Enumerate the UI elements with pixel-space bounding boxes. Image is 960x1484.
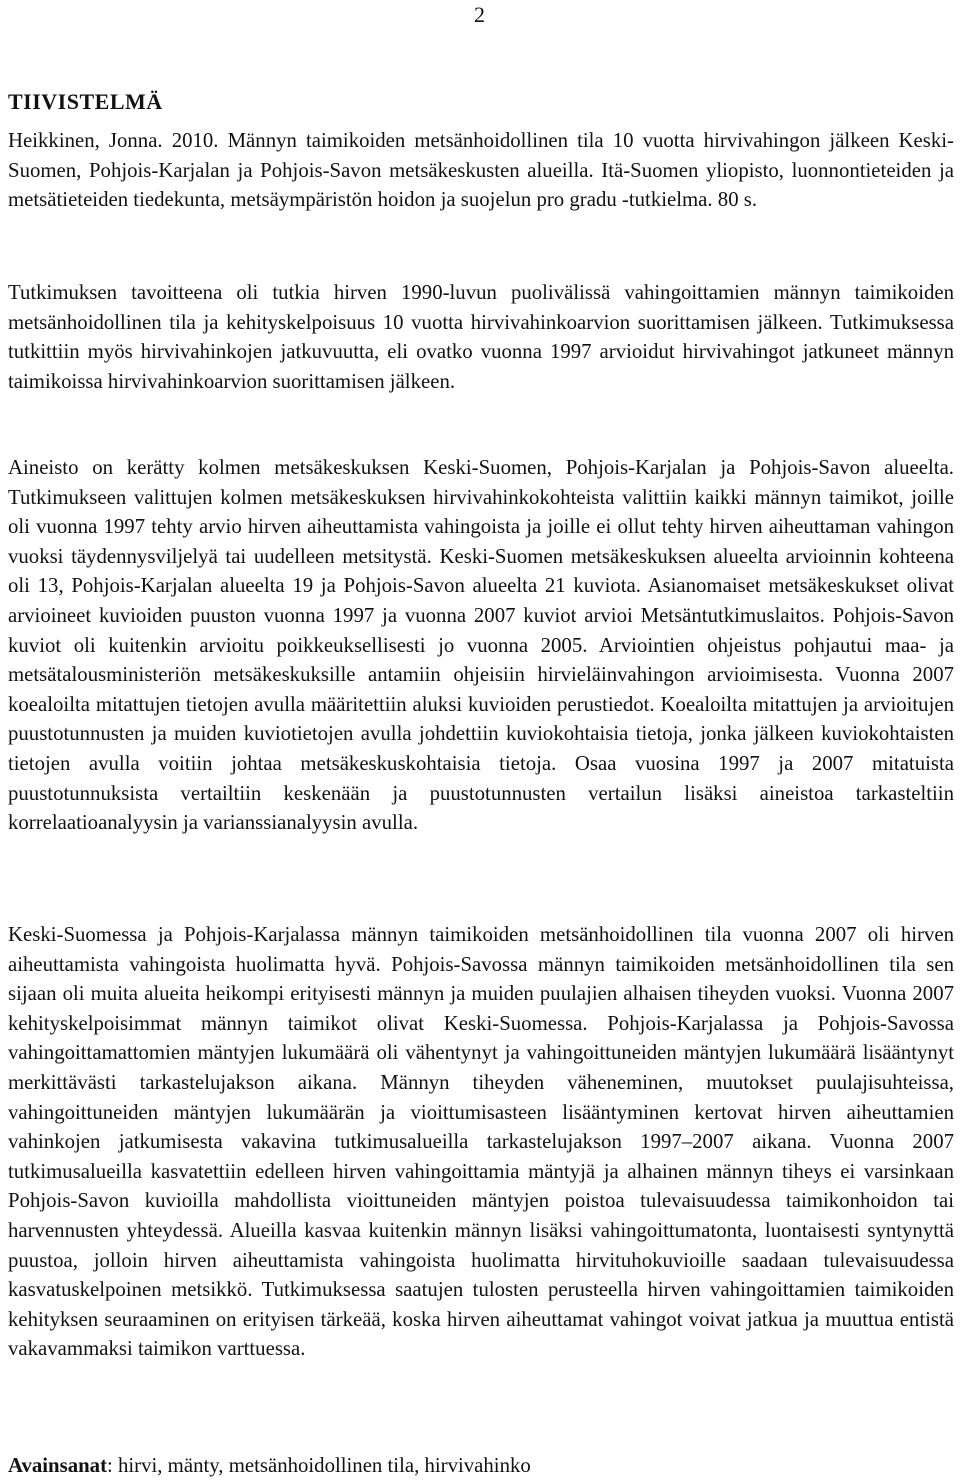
methods-paragraph: Aineisto on kerätty kolmen metsäkeskuksen Keski-Suomen, Pohjois-Karjalan ja Pohjois-Savon alueelta. Tutkimukseen valittujen kolmen metsäkeskuksen hirvivahinkokohteista valittiin kaikki männyn taimikot, joille oli vuonna 1997 tehty arvio hirven aiheuttamista vahingoista ja joille ei ollut tehty hirven aiheuttaman vahingon vuoksi täydennysviljelyä tai uudelleen metsitystä. Keski-Suomen metsäkeskuksen alueelta arvioinnin kohteena oli 13, Pohjois-Karjalan alueelta 19 ja Pohjois-Savon alueelta 21 kuviota. Asianomaiset metsäkeskukset olivat arvioineet kuvioiden puuston vuonna 1997 ja vuonna 2007 kuviot arvioi Metsäntutkimuslaitos. Pohjois-Savon kuviot oli kuitenkin arvioitu poikkeuksellisesti jo vuonna 2005. Arviointien ohjeistus pohjautui maa- ja metsätalousministeriön metsäkeskuksille antamiin ohjeisiin hirvieläinvahingon arvioimisesta. Vuonna 2007 koealoilta mitattujen tietojen avulla määritettiin aluksi kuvioiden perustiedot. Koealoilta mitattujen ja arvioitujen puustotunnusten ja muiden kuviotietojen avulla johdettiin kuviokohtaisia tietoja, jonka jälkeen kuviokohtaisten tietojen avulla voitiin johtaa metsäkeskuskohtaisia tietoja. Osaa vuosina 1997 ja 2007 mitatuista puustotunnuksista vertailtiin keskenään ja puustotunnusten vertailun lisäksi aineistoa tarkasteltiin korrelaatioanalyysin ja varianssianalyysin avulla. (8, 456, 954, 835)
keywords-label: Avainsanat (8, 1454, 107, 1477)
keywords-values: hirvi, mänty, metsänhoidollinen tila, hirvivahinko (117, 1454, 531, 1477)
page-number: 2 (474, 2, 485, 27)
keywords-line (8, 1453, 531, 1479)
results-paragraph: Keski-Suomessa ja Pohjois-Karjalassa männyn taimikoiden metsänhoidollinen tila vuonna 2007 oli hirven aiheuttamista vahingoista huolimatta hyvä. Pohjois-Savossa männyn taimikoiden metsänhoidollinen tila sen sijaan oli muita alueita heikompi erityisesti männyn ja muiden puulajien alhaisen tiheyden vuoksi. Vuonna 2007 kehityskelpoisimmat männyn taimikot olivat Keski-Suomessa. Pohjois-Karjalassa ja Pohjois-Savossa vahingoittamattomien mäntyjen lukumäärä oli vähentynyt ja vahingoittuneiden mäntyjen lukumäärä lisääntynyt merkittävästi tarkastelujakson aikana. Männyn tiheyden väheneminen, muutokset puulajisuhteissa, vahingoittuneiden mäntyjen lukumäärän ja vioittumisasteen lisääntyminen kertovat hirven aiheuttamien vahinkojen jatkumisesta vakavina tutkimusalueilla tarkastelujakson 1997–2007 aikana. Vuonna 2007 tutkimusalueilla kasvatettiin edelleen hirven vahingoittamia mäntyjä ja alhainen männyn tiheys ei varsinkaan Pohjois-Savon kuvioilla mahdollista vioittuneiden mäntyjen poistoa tulevaisuudessa taimikonhoidon tai harvennusten yhteydessä. Alueilla kasvaa kuitenkin männyn lisäksi vahingoittumatonta, luontaisesti syntynyttä puustoa, jolloin hirven aiheuttamista vahingoista huolimatta hirvituhokuvioille saadaan tulevaisuudessa kasvatuskelpoinen metsikkö. Tutkimuksessa saatujen tulosten perusteella hirven vahingoittamien taimikoiden kehityksen seuraaminen on erityisen tärkeää, koska hirven aiheuttamat vahingot voivat jatkua ja muuttua entistä vakavammaksi taimikon varttuessa. (8, 923, 954, 1361)
citation-paragraph: Heikkinen, Jonna. 2010. Männyn taimikoiden metsänhoidollinen tila 10 vuotta hirvivahingon jälkeen Keski-Suomen, Pohjois-Karjalan ja Pohjois-Savon metsäkeskusten alueilla. Itä-Suomen yliopisto, luonnontieteiden ja metsätieteiden tiedekunta, metsäympäristön hoidon ja suojelun pro gradu -tutkielma. 80 s. (8, 129, 954, 212)
keywords-separator: : (107, 1454, 118, 1477)
objective-paragraph: Tutkimuksen tavoitteena oli tutkia hirven 1990-luvun puolivälissä vahingoittamien männyn taimikoiden metsänhoidollinen tila ja kehityskelpoisuus 10 vuotta hirvivahinkoarvion suorittamisen jälkeen. Tutkimuksessa tutkittiin myös hirvivahinkojen jatkuvuutta, eli ovatko vuonna 1997 arvioidut hirvivahingot jatkuneet männyn taimikoissa hirvivahinkoarvion suorittamisen jälkeen. (8, 281, 954, 393)
abstract-heading: TIIVISTELMÄ (8, 89, 163, 114)
